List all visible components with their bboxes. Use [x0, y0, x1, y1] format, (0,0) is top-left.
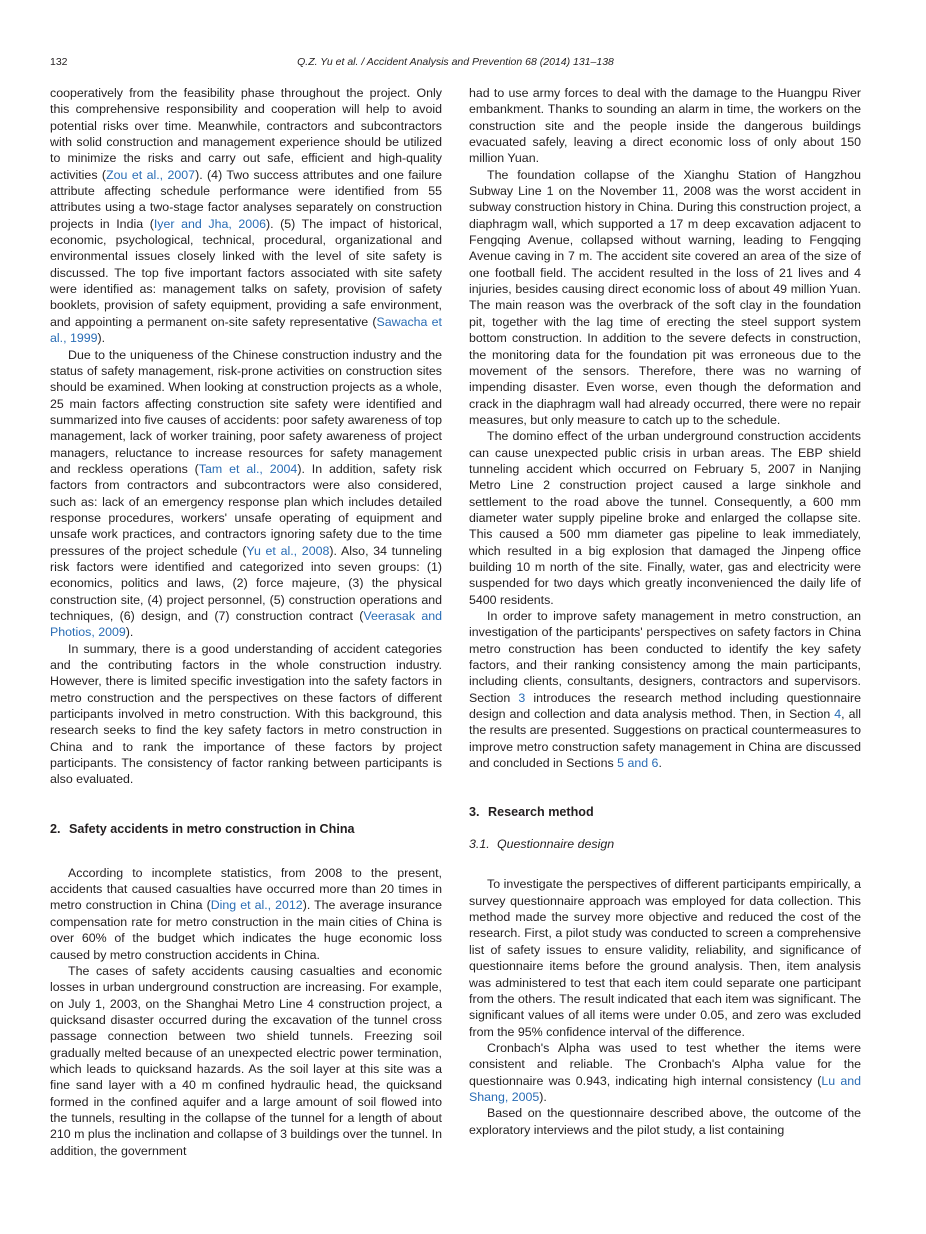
- page-number: 132: [50, 56, 68, 68]
- paragraph: Due to the uniqueness of the Chinese construction industry and the status of safety management, risk-prone activities on construction sites should be examined. When looking at construction projects as a whole, 25 main factors affecting construction site safety were identified and summarized into five causes of accidents: poor safety awareness of top management, lack of worker training, poor safety awareness of project managers, reluctance to increase resources for safety management and reckless operations (Tam et al., 2004). In addition, safety risk factors from contractors and subcontractors were also considered, such as: lack of an emergency response plan which includes detailed response procedures, workers' unsafe operating of equipment and unsafe work practices, and contractors ignoring safety due to the time pressures of the project schedule (Yu et al., 2008). Also, 34 tunneling risk factors were identified and categorized into seven groups: (1) economics, politics and laws, (2) force majeure, (3) the physical construction site, (4) project personnel, (5) construction operations and techniques, (6) design, and (7) construction contract (Veerasak and Photios, 2009).: [50, 347, 442, 640]
- paragraph: In summary, there is a good understanding of accident categories and the contributing factors in the whole construction industry. However, there is limited specific investigation into the safety factors in metro construction and the perspectives on these factors of different participants involved in metro construction. With this background, this research seeks to find the key safety factors in metro construction in China and to rank the importance of these factors by project participants. The consistency of factor ranking between participants is also evaluated.: [50, 641, 442, 787]
- paragraph: Cronbach's Alpha was used to test whether the items were consistent and reliable. The Cronbach's Alpha value for the questionnaire was 0.943, indicating high internal consistency (Lu and Shang, 2005).: [469, 1040, 861, 1104]
- section-heading: 3. Research method: [469, 805, 594, 820]
- paragraph: cooperatively from the feasibility phase throughout the project. Only this comprehensive responsibility and cooperation will help to avoid potential risks over time. Meanwhile, contractors and subcontractors with solid construction and management experience should be utilized to minimize the risks and carry out safe, efficient and high-quality activities (Zou et al., 2007). (4) Two success attributes and one failure attribute affecting schedule performance were identified from 55 attributes using a two-stage factor analyses separately on construction projects in India (Iyer and Jha, 2006). (5) The impact of historical, economic, psychological, technical, procedural, organizational and environmental issues closely linked with the level of site safety is discussed. The top five important factors associated with site safety were identified as: management talks on safety, provision of safety booklets, provision of safety equipment, providing a safe environment, and appointing a permanent on-site safety representative (Sawacha et al., 1999).: [50, 86, 443, 346]
- citation-link[interactable]: Tam et al., 2004: [198, 461, 298, 476]
- citation-link[interactable]: Zou et al., 2007: [106, 167, 196, 182]
- paragraph: According to incomplete statistics, from 2008 to the present, accidents that caused casualties have occurred more than 20 times in metro construction in China (Ding et al., 2012). The average insurance compensation rate for metro construction in the main cities of China is over 60% of the budget which indicates the huge economic loss caused by metro construction accidents in China.: [50, 865, 442, 962]
- section-heading: 2. Safety accidents in metro construction in China: [50, 821, 355, 836]
- citation-link[interactable]: Sawacha et al., 1999: [50, 314, 443, 346]
- paragraph: Based on the questionnaire described above, the outcome of the exploratory interviews and the pilot study, a list containing: [469, 1106, 861, 1137]
- citation-link[interactable]: Yu et al., 2008: [246, 543, 330, 558]
- citation-link[interactable]: Ding et al., 2012: [210, 898, 303, 913]
- cross-reference-link[interactable]: 4: [834, 707, 842, 722]
- paragraph: The foundation collapse of the Xianghu Station of Hangzhou Subway Line 1 on the November 11, 2008 was the worst accident in subway construction history in China. During this construction project, a diaphragm wall, which supported a 17 m deep excavation adjacent to Fengqing Avenue, collapsed without warning, leading to Fengqing Avenue caving in 7 m. The accident site covered an area of the size of one football field. The accident resulted in the loss of 21 lives and 4 injuries, besides causing direct economic loss of about 49 million Yuan. The main reason was the overbrack of the soft clay in the foundation pit, together with the lag time of erecting the steel support system bottom construction. In addition to the severe defects in construction, the monitoring data for the foundation pit was erroneous due to the movement of the sensors. Therefore, there was no warning of impending disaster. Even worse, even though the deformation and crack in the diaphragm wall had already occurred, there were no repair measures, but only measure to catch up to the schedule.: [469, 167, 861, 427]
- paragraph: The cases of safety accidents causing casualties and economic losses in urban underground construction are increasing. For example, on July 1, 2003, on the Shanghai Metro Line 4 construction project, a quicksand disaster occurred during the excavation of the tunnel cross passage connection between two shield tunnels. Freezing soil gradually melted because of an unexpected electric power termination, which leads to quicksand hazards. As the soil layer at this site was a fine sand layer with a 40 m confined hydraulic head, the quicksand formed in the confined aquifer and a large amount of soil flowed into the tunnels, resulting in the collapse of the tunnel for a length of about 210 m plus the inclination and collapse of 3 buildings over the tunnel. In addition, the government: [50, 963, 442, 1158]
- paragraph: had to use army forces to deal with the damage to the Huangpu River embankment. Thanks to sounding an alarm in time, the workers on the construction site and the people inside the dangerous buildings evacuated safely, leaving a direct economic loss of only about 150 million Yuan.: [469, 86, 861, 166]
- subsection-heading: 3.1. Questionnaire design: [469, 837, 615, 852]
- paragraph: In order to improve safety management in metro construction, an investigation of the participants' perspectives on safety factors in China metro construction has been conducted to identify the key safety factors, and their ranking consistency among the main participants, including clients, consultants, designers, contractors and supervisors. Section 3 introduces the research method including questionnaire design and collection and data analysis method. Then, in Section 4, all the results are presented. Suggestions on practical countermeasures to improve metro construction safety management in China are discussed and concluded in Sections 5 and 6.: [469, 609, 861, 771]
- cross-reference-link[interactable]: 5 and 6: [617, 756, 659, 771]
- page-header: [50, 56, 861, 72]
- paragraph: The domino effect of the urban underground construction accidents can cause unexpected public crisis in urban areas. The EBP shield tunneling accident which occurred on February 5, 2007 in Nanjing Metro Line 2 construction project caused a large sinkhole and settlement to the road above the tunnel. Consequently, a 600 mm diameter water supply pipeline broke and enlarged the collapse site. This caused a 500 mm diameter gas pipeline to leak immediately, which resulted in a big explosion that damaged the Jinpeng office building 10 m north of the site. Finally, water, gas and electricity were suspended for two days which greatly inconvenienced the daily life of 5400 residents.: [469, 429, 861, 607]
- left-column: [50, 85, 442, 1159]
- paragraph: To investigate the perspectives of different participants empirically, a survey questionnaire approach was employed for data collection. This method made the survey more objective and reduced the cost of the research. First, a pilot study was conducted to screen a comprehensive list of safety issues to ensure validity, reliability, and significance of questionnaire items before the ground analysis. Then, item analysis was administered to test that each item could separate one participant from the others. The result indicated that each item was significant. The significant values of all items were under 0.05, and zero was excluded from the 95% confidence interval of the difference.: [469, 877, 861, 1039]
- cross-reference-link[interactable]: 3: [518, 690, 526, 705]
- citation-link[interactable]: Veerasak and Photios, 2009: [50, 609, 442, 640]
- running-head: Q.Z. Yu et al. / Accident Analysis and Prevention 68 (2014) 131–138: [297, 56, 614, 68]
- citation-link[interactable]: Lu and Shang, 2005: [469, 1073, 861, 1104]
- right-column: [469, 85, 861, 1138]
- citation-link[interactable]: Iyer and Jha, 2006: [153, 216, 266, 231]
